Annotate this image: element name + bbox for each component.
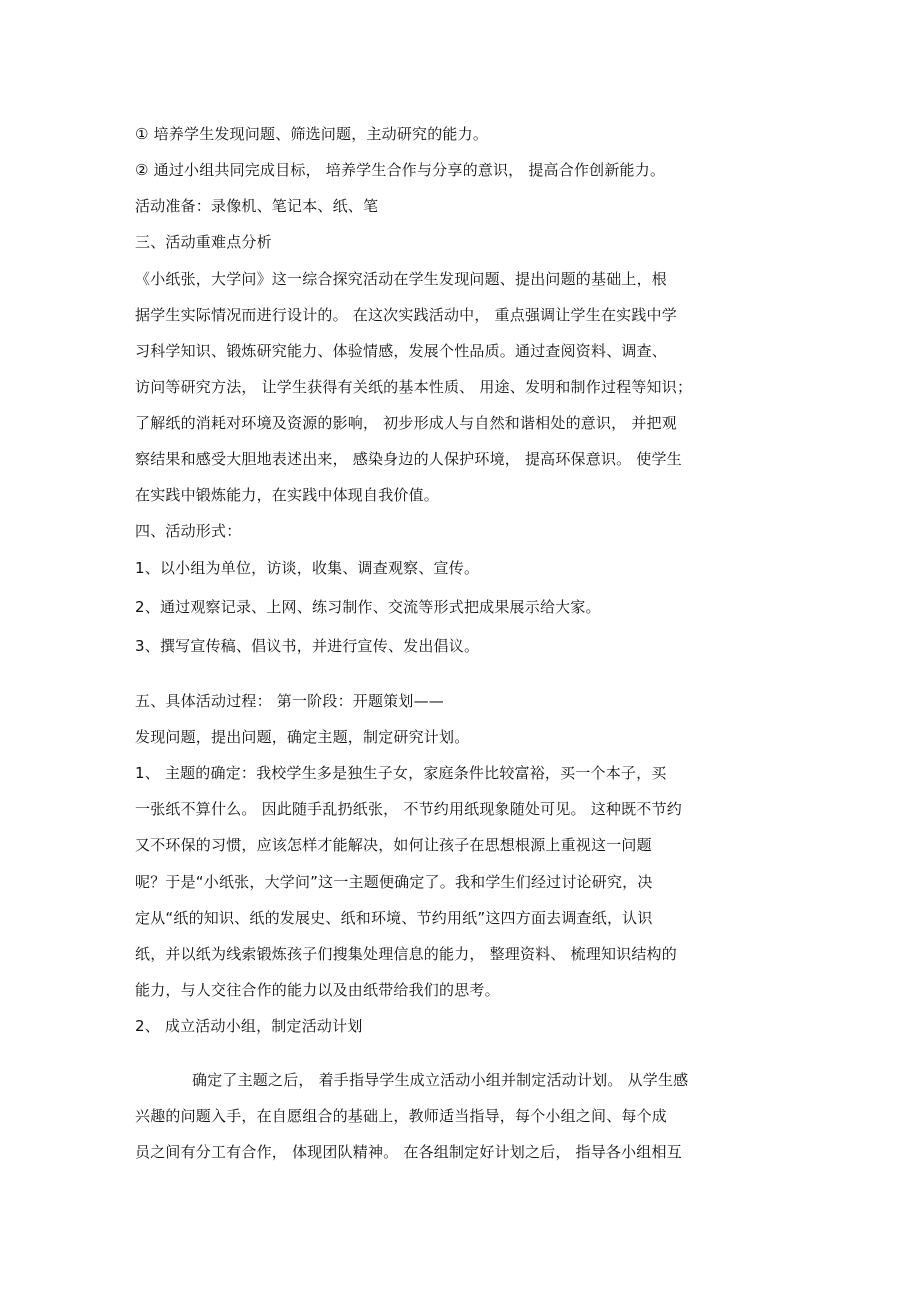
text-line: 能力，与人交往合作的能力以及由纸带给我们的思考。 bbox=[135, 981, 500, 999]
list-item: 1、以小组为单位，访谈，收集、调查观察、宣传。 bbox=[135, 559, 480, 577]
text-line: 呢？于是“小纸张，大学问”这一主题便确定了。我和学生们经过讨论研究，决 bbox=[135, 873, 653, 891]
text-line: ② 通过小组共同完成目标， 培养学生合作与分享的意识， 提高合作创新能力。 bbox=[135, 161, 666, 179]
text-line: 确定了主题之后， 着手指导学生成立活动小组并制定活动计划。 从学生感 bbox=[192, 1071, 689, 1089]
text-line: 习科学知识、锻炼研究能力、体验情感，发展个性品质。通过查阅资料、调查、 bbox=[135, 342, 668, 360]
text-line: 活动准备：录像机、笔记本、纸、笔 bbox=[135, 197, 379, 215]
text-line: 发现问题，提出问题，确定主题，制定研究计划。 bbox=[135, 728, 470, 746]
text-line: 又不环保的习惯，应该怎样才能解决，如何让孩子在思想根源上重视这一问题 bbox=[135, 836, 652, 854]
section-heading: 四、活动形式： bbox=[135, 522, 242, 540]
text-line: ① 培养学生发现问题、筛选问题，主动研究的能力。 bbox=[135, 125, 489, 143]
text-line: 兴趣的问题入手，在自愿组合的基础上，教师适当指导，每个小组之间、每个成 bbox=[135, 1107, 668, 1125]
list-item: 3、撰写宣传稿、倡议书，并进行宣传、发出倡议。 bbox=[135, 637, 480, 655]
list-item: 2、 成立活动小组，制定活动计划 bbox=[135, 1017, 363, 1035]
text-line: 了解纸的消耗对环境及资源的影响， 初步形成人与自然和谐相处的意识， 并把观 bbox=[135, 414, 677, 432]
text-line: 《小纸张，大学问》这一综合探究活动在学生发现问题、提出问题的基础上，根 bbox=[135, 270, 668, 288]
list-item: 1、 主题的确定：我校学生多是独生子女，家庭条件比较富裕，买一个本子，买 bbox=[135, 764, 667, 782]
section-heading: 三、活动重难点分析 bbox=[135, 233, 272, 251]
text-line: 在实践中锻炼能力，在实践中体现自我价值。 bbox=[135, 486, 440, 504]
text-line: 访问等研究方法， 让学生获得有关纸的基本性质、 用途、发明和制作过程等知识； bbox=[135, 378, 693, 396]
text-line: 员之间有分工有合作， 体现团队精神。 在各组制定好计划之后， 指导各小组相互 bbox=[135, 1143, 682, 1161]
text-line: 据学生实际情况而进行设计的。 在这次实践活动中， 重点强调让学生在实践中学 bbox=[135, 306, 677, 324]
text-line: 纸，并以纸为线索锻炼孩子们搜集处理信息的能力， 整理资料、 梳理知识结构的 bbox=[135, 945, 677, 963]
list-item: 2、通过观察记录、上网、练习制作、交流等形式把成果展示给大家。 bbox=[135, 598, 601, 616]
text-line: 一张纸不算什么。 因此随手乱扔纸张， 不节约用纸现象随处可见。 这种既不节约 bbox=[135, 800, 682, 818]
text-line: 察结果和感受大胆地表述出来， 感染身边的人保护环境， 提高环保意识。 使学生 bbox=[135, 450, 682, 468]
section-heading: 五、具体活动过程： 第一阶段：开题策划—— bbox=[135, 692, 444, 710]
text-line: 定从“纸的知识、纸的发展史、纸和环境、节约用纸”这四方面去调查纸，认识 bbox=[135, 909, 653, 927]
